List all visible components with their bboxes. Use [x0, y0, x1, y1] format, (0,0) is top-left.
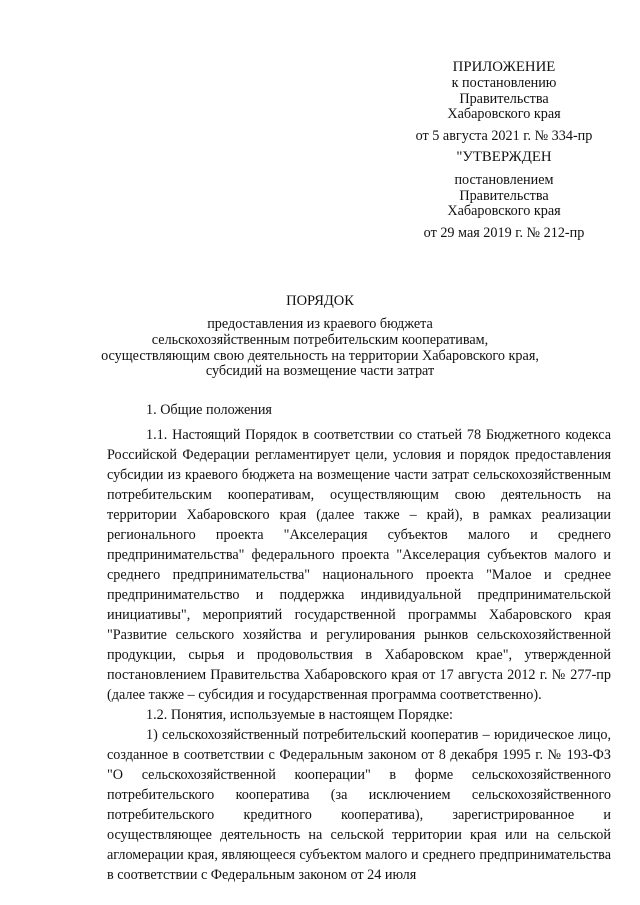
subtitle-line: предоставления из краевого бюджета	[207, 316, 433, 332]
paragraph-1-1: 1.1. Настоящий Порядок в соответствии со статьей 78 Бюджетного кодекса Российской Федерации регламентирует цели, условия и порядок предоставления субсидии из краевого бюджета на возмещение части затрат сельскохозяйственным потребительским кооперативам, осуществляющим свою деятельность на территории Хабаровского края (далее также – край), в рамках реализации регионального проекта "Акселерация субъектов малого и среднего предпринимательства" федерального проекта "Акселерация субъектов малого и среднего предпринимательства" национального проекта "Малое и среднее предпринимательство и поддержка индивидуальной предпринимательской инициативы", мероприятий государственной программы Хабаровского края "Развитие сельского хозяйства и регулирования рынков сельскохозяйственной продукции, сырья и продовольствия в Хабаровском крае", утвержденной постановлением Правительства Хабаровского края от 17 августа 2012 г. № 277-пр (далее также – субсидия и государственная программа соответственно).	[107, 427, 611, 703]
approved-date: от 29 мая 2019 г. № 212-пр	[423, 224, 585, 241]
paragraph-1-2-1: 1) сельскохозяйственный потребительский кооператив – юридическое лицо, созданное в соответствии с Федеральным законом от 8 декабря 1995 г. № 193-ФЗ "О сельскохозяйственной кооперации" в форме сельскохозяйственного потребительского кооператива (за исключением сельскохозяйственного потребительского кредитного кооператива), зарегистрированное и осуществляющее деятельность на сельской территории края или на сельской агломерации края, являющееся субъектом малого и среднего предпринимательства в соответствии с Федеральным законом от 24 июля	[107, 727, 611, 883]
appendix-date: от 5 августа 2021 г. № 334-пр	[415, 127, 593, 144]
subtitle-line: субсидий на возмещение части затрат	[205, 363, 435, 380]
approved-block	[395, 150, 613, 241]
approved-title: "УТВЕРЖДЕН	[456, 149, 552, 165]
appendix-line: к постановлению	[451, 75, 557, 92]
subtitle-line: осуществляющим свою деятельность на территории Хабаровского края,	[101, 347, 539, 364]
approved-line: Правительства	[459, 187, 549, 204]
paragraph-1-2: 1.2. Понятия, используемые в настоящем Порядке:	[146, 707, 453, 723]
appendix-line: Правительства	[459, 90, 549, 107]
document-body	[107, 425, 611, 885]
appendix-title: ПРИЛОЖЕНИЕ	[452, 59, 556, 75]
appendix-block	[395, 60, 613, 144]
section-heading: 1. Общие положения	[146, 402, 272, 418]
approved-line: Хабаровского края	[447, 203, 561, 220]
document-subtitle	[90, 317, 550, 380]
appendix-line: Хабаровского края	[447, 106, 561, 123]
subtitle-line: сельскохозяйственным потребительским кооперативам,	[151, 331, 489, 348]
document-title: ПОРЯДОК	[286, 293, 354, 309]
approved-line: постановлением	[454, 172, 554, 189]
